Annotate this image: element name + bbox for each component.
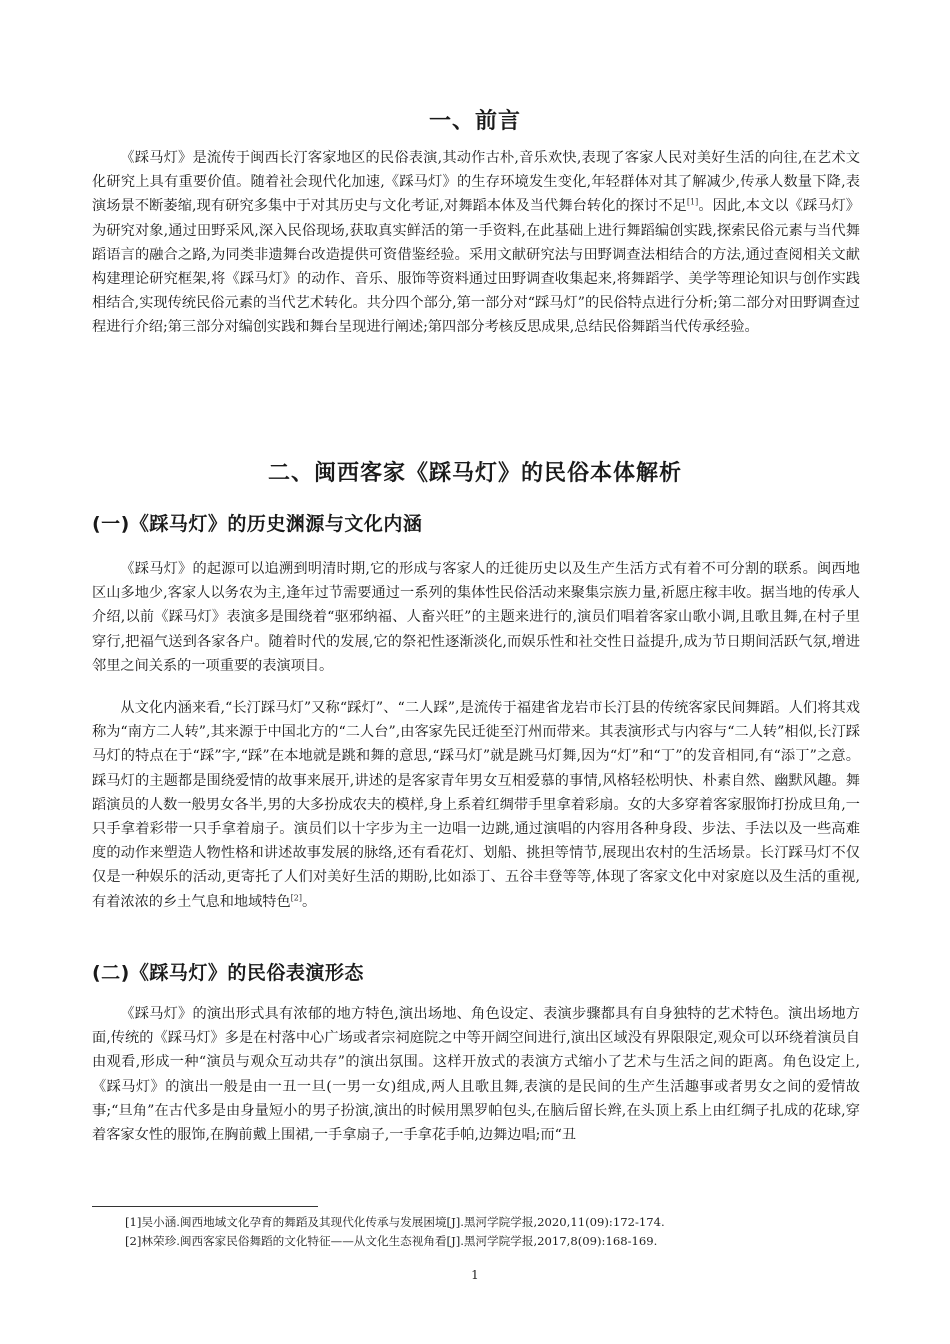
section-heading-preface: 一、前言	[428, 109, 521, 134]
paragraph-history-origin	[92, 557, 860, 678]
paragraph-performance-form	[92, 1002, 860, 1147]
footnotes	[125, 1213, 865, 1251]
subsection-heading-performance: (二)《踩马灯》的民俗表演形态	[92, 962, 364, 984]
paragraph-text: 《踩马灯》的演出形式具有浓郁的地方特色,演出场地、角色设定、表演步骤都具有自身独特的艺术特色。演出场地方面,传统的《踩马灯》多是在村落中心广场或者宗祠庭院之中等开阔空间进行,演出区域没有界限限定,观众可以环绕着演员自由观看,形成一种“演员与观众互动共存”的演出氛围。这样开放式的表演方式缩小了艺术与生活之间的距离。角色设定上,《踩马灯》的演出一般是由一丑一旦(一男一女)组成,两人且歌且舞,表演的是民间的生产生活趣事或者男女之间的爱情故事;“旦角”在古代多是由身量短小的男子扮演,演出的时候用黑罗帕包头,在脑后留长辫,在头顶上系上由红绸子扎成的花球,穿着客家女性的服饰,在胸前戴上围裙,一手拿扇子,一手拿花手帕,边舞边唱;而“丑	[92, 1006, 860, 1144]
paragraph-text-continued: 。因此,本文以《踩马灯》为研究对象,通过田野采风,深入民俗现场,获取真实鲜活的第一手资料,在此基础上进行舞蹈编创实践,探索民俗元素与当代舞蹈语言的融合之路,为同类非遗舞台改造提供可资借鉴经验。采用文献研究法与田野调查法相结合的方法,通过查阅相关文献构建理论研究框架,将《踩马灯》的动作、音乐、服饰等资料通过田野调查收集起来,将舞蹈学、美学等理论知识与创作实践相结合,实现传统民俗元素的当代艺术转化。共分四个部分,第一部分对“踩马灯”的民俗特点进行分析;第二部分对田野调查过程进行介绍;第三部分对编创实践和舞台呈现进行阐述;第四部分考核反思成果,总结民俗舞蹈当代传承经验。	[92, 198, 860, 336]
footnote-divider	[92, 1206, 318, 1207]
section-heading-analysis: 二、闽西客家《踩马灯》的民俗本体解析	[267, 461, 682, 486]
paragraph-text: 《踩马灯》是流传于闽西长汀客家地区的民俗表演,其动作古朴,音乐欢快,表现了客家人民对美好生活的向往,在艺术文化研究上具有重要价值。随着社会现代化加速,《踩马灯》的生存环境发生变化,年轻群体对其了解减少,传承人数量下降,表演场景不断萎缩,现有研究多集中于对其历史与文化考证,对舞蹈本体及当代舞台转化的探讨不足	[92, 150, 860, 215]
paragraph-text: 《踩马灯》的起源可以追溯到明清时期,它的形成与客家人的迁徙历史以及生产生活方式有着不可分割的联系。闽西地区山多地少,客家人以务农为主,逢年过节需要通过一系列的集体性民俗活动来聚集宗族力量,祈愿庄稼丰收。据当地的传承人介绍,以前《踩马灯》表演多是围绕着“驱邪纳福、人畜兴旺”的主题来进行的,演员们唱着客家山歌小调,且歌且舞,在村子里穿行,把福气送到各家各户。随着时代的发展,它的祭祀性逐渐淡化,而娱乐性和社交性日益提升,成为节日期间活跃气氛,增进邻里之间关系的一项重要的表演项目。	[92, 561, 860, 674]
paragraph-preface	[92, 146, 860, 340]
citation-ref-1[interactable]: [1]	[686, 197, 699, 207]
page-number: 1	[471, 1268, 479, 1282]
paragraph-text: 从文化内涵来看,“长汀踩马灯”又称“踩灯”、“二人踩”,是流传于福建省龙岩市长汀县的传统客家民间舞蹈。人们将其戏称为“南方二人转”,其来源于中国北方的“二人台”,由客家先民迁徙至汀州而带来。其表演形式与内容与“二人转”相似,长汀踩马灯的特点在于“踩”字,“踩”在本地就是跳和舞的意思,“踩马灯”就是跳马灯舞,因为“灯”和“丁”的发音相同,有“添丁”之意。踩马灯的主题都是围绕爱情的故事来展开,讲述的是客家青年男女互相爱慕的事情,风格轻松明快、朴素自然、幽默风趣。舞蹈演员的人数一般男女各半,男的大多扮成农夫的模样,身上系着红绸带手里拿着彩扇。女的大多穿着客家服饰打扮成旦角,一只手拿着彩带一只手拿着扇子。演员们以十字步为主一边唱一边跳,通过演唱的内容用各种身段、步法、手法以及一些高难度的动作来塑造人物性格和讲述故事发展的脉络,还有看花灯、划船、挑担等情节,展现出农村的生活场景。长汀踩马灯不仅仅是一种娱乐的活动,更寄托了人们对美好生活的期盼,比如添丁、五谷丰登等等,体现了客家文化中对家庭以及生活的重视,有着浓浓的乡土气息和地域特色	[92, 700, 860, 910]
footnote-2: [2]林荣珍.闽西客家民俗舞蹈的文化特征——从文化生态视角看[J].黑河学院学报,2017,8(09):168-169.	[125, 1234, 658, 1248]
citation-ref-2[interactable]: [2]	[290, 892, 302, 902]
subsection-heading-history: (一)《踩马灯》的历史渊源与文化内涵	[92, 513, 423, 535]
footnote-1: [1]吴小涵.闽西地域文化孕育的舞蹈及其现代化传承与发展困境[J].黑河学院学报,2020,11(09):172-174.	[125, 1215, 665, 1229]
paragraph-text-continued: 。	[301, 893, 317, 910]
paragraph-cultural-meaning	[92, 696, 860, 914]
